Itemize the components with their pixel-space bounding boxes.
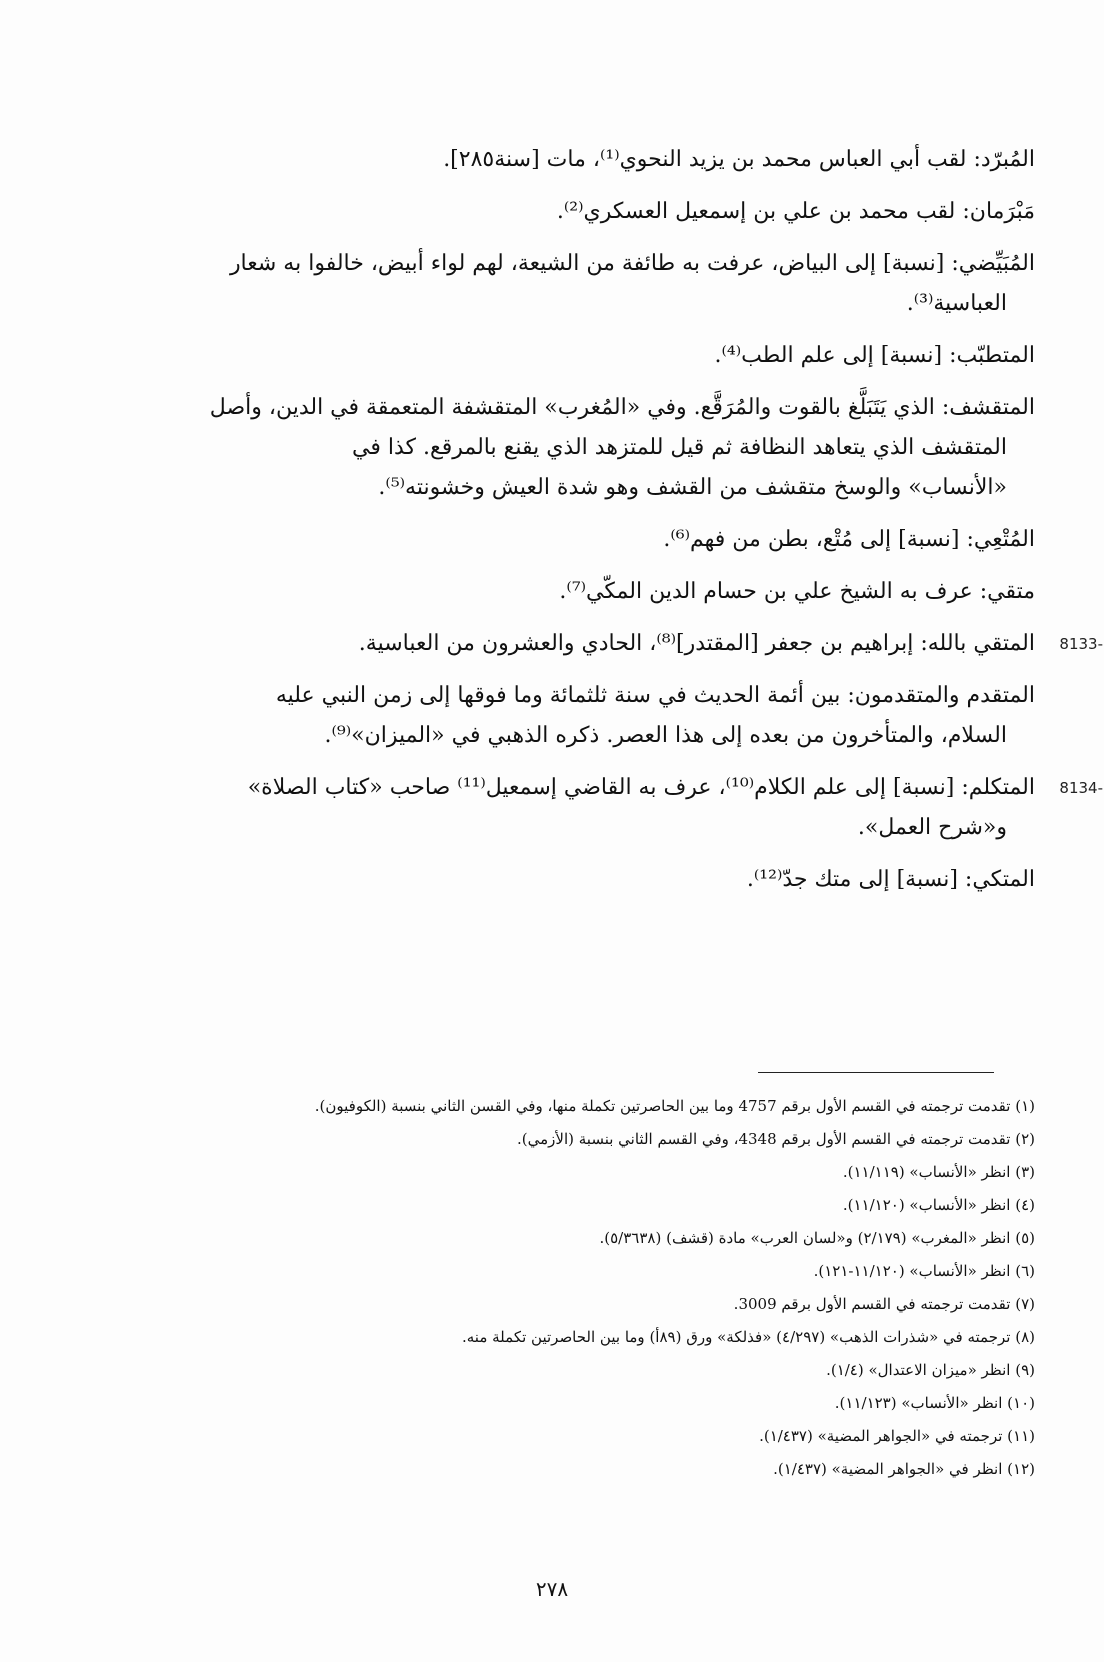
main-entries (105, 140, 1103, 912)
footnote: (١٢) انظر في «الجواهر المضية» (١/٤٣٧). (773, 1460, 1035, 1478)
entry-line: «الأنساب» والوسخ متقشف من القشف وهو شدة العيش وخشونته⁽⁵⁾. (378, 475, 1007, 500)
footnotes (105, 1090, 1035, 1486)
entry-line: المتكلم: [نسبة] إلى علم الكلام⁽¹⁰⁾، عرف به القاضي إسمعيل⁽¹¹⁾ صاحب «كتاب الصلاة» (247, 775, 1035, 800)
entry (105, 768, 1103, 848)
footnote-separator (758, 1072, 994, 1073)
entry-line: العباسية⁽³⁾. (906, 291, 1007, 316)
footnote: (٧) تقدمت ترجمته في القسم الأول برقم 3009. (733, 1295, 1035, 1313)
entry-line: المتقشف: الذي يَتَبَلَّغ بالقوت والمُرَقَّع. وفي «المُغرب» المتقشفة المتعمقة في الدين، وأصل (209, 395, 1035, 420)
footnote: (١٠) انظر «الأنساب» (١١/١٢٣). (834, 1394, 1035, 1412)
footnote: (٩) انظر «ميزان الاعتدال» (١/٤). (826, 1361, 1035, 1379)
entry-line: و«شرح العمل». (857, 815, 1007, 840)
entry-line: السلام، والمتأخرون من بعده إلى هذا العصر. ذكره الذهبي في «الميزان»⁽⁹⁾. (324, 723, 1007, 748)
footnote: (٦) انظر «الأنساب» (١١/١٢٠-١٢١). (813, 1262, 1035, 1280)
footnote: (١) تقدمت ترجمته في القسم الأول برقم 4757 وما بين الحاصرتين تكملة منها، وفي القسن الثاني بنسبة (الكوفيون). (314, 1097, 1035, 1115)
entry (105, 192, 1035, 232)
entry-line: مَبْرَمان: لقب محمد بن علي بن إسمعيل العسكري⁽²⁾. (556, 199, 1035, 224)
entry-line: المتطبّب: [نسبة] إلى علم الطب⁽⁴⁾. (714, 343, 1035, 368)
entry (105, 860, 1035, 900)
footnote: (٥) انظر «المغرب» (٢/١٧٩) و«لسان العرب» مادة (قشف) (٥/٣٦٣٨). (599, 1229, 1035, 1247)
entry (105, 572, 1035, 612)
entry (105, 140, 1035, 180)
entry-line: المُبَيِّضي: [نسبة] إلى البياض، عرفت به طائفة من الشيعة، لهم لواء أبيض، خالفوا به شعار (229, 251, 1035, 276)
entry (105, 336, 1035, 376)
entry (105, 520, 1035, 560)
footnote: (٢) تقدمت ترجمته في القسم الأول برقم 4348، وفي القسم الثاني بنسبة (الأزمي). (517, 1130, 1035, 1148)
footnote: (١١) ترجمته في «الجواهر المضية» (١/٤٣٧). (759, 1427, 1035, 1445)
entry-line: المُتْعِي: [نسبة] إلى مُتْع، بطن من فهم⁽⁶⁾. (663, 527, 1035, 552)
entry-line: المتكي: [نسبة] إلى متك جدّ⁽¹²⁾. (746, 867, 1035, 892)
entry-line: متقي: عرف به الشيخ علي بن حسام الدين المكّي⁽⁷⁾. (559, 579, 1035, 604)
entry (105, 624, 1103, 664)
entry (105, 676, 1035, 756)
entry-number: 8134- (1059, 779, 1103, 797)
entry (105, 244, 1035, 324)
entry-line: المتقشف الذي يتعاهد النظافة ثم قيل للمتزهد الذي يقنع بالمرقع. كذا في (352, 435, 1007, 460)
entry-line: المُبرّد: لقب أبي العباس محمد بن يزيد النحوي⁽¹⁾، مات [سنة٢٨٥]. (443, 147, 1035, 172)
entry-line: المتقدم والمتقدمون: بين أئمة الحديث في سنة ثلثمائة وما فوقها إلى زمن النبي عليه (275, 683, 1035, 708)
page-number: ٢٧٨ (535, 1577, 569, 1601)
footnote: (٨) ترجمته في «شذرات الذهب» (٤/٢٩٧) «فذلكة» ورق (٨٩أ) وما بين الحاصرتين تكملة منه. (462, 1328, 1035, 1346)
footnote: (٣) انظر «الأنساب» (١١/١١٩). (842, 1163, 1035, 1181)
entry-number: 8133- (1059, 635, 1103, 653)
entry-line: المتقي بالله: إبراهيم بن جعفر [المقتدر]⁽⁸⁾، الحادي والعشرون من العباسية. (358, 631, 1035, 656)
entry (105, 388, 1035, 508)
footnote: (٤) انظر «الأنساب» (١١/١٢٠). (842, 1196, 1035, 1214)
